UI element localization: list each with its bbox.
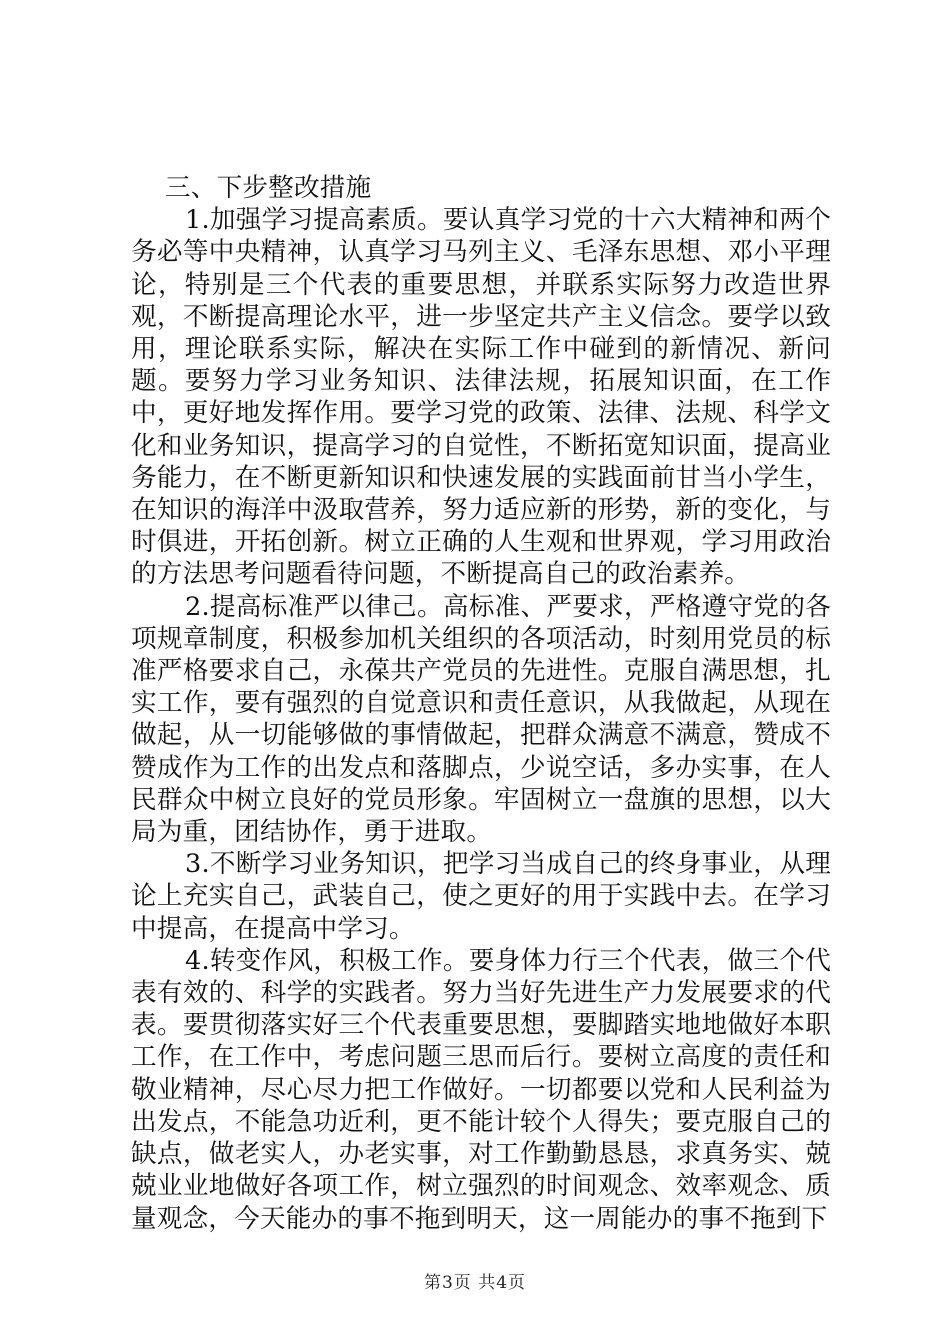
page-footer: 第3页 共4页 [423, 1273, 527, 1293]
section-heading: 三、下步整改措施 [165, 173, 372, 203]
document-body [131, 172, 831, 1235]
paragraph-4: 4.转变作风，积极工作。要身体力行三个代表，做三个代表有效的、科学的实践者。努力当好先进生产力发展要求的代表。要贯彻落实好三个代表重要思想，要脚踏实地地做好本职工作，在工作中，考虑问题三思而后行。要树立高度的责任和敬业精神，尽心尽力把工作做好。一切都要以党和人民利益为出发点，不能急功近利，更不能计较个人得失；要克服自己的缺点，做老实人，办老实事，对工作勤勤恳恳，求真务实、兢兢业业地做好各项工作，树立强烈的时间观念、效率观念、质量观念，今天能办的事不拖到明天，这一周能办的事不拖到下 [131, 945, 831, 1234]
paragraph-3: 3.不断学习业务知识，把学习当成自己的终身事业，从理论上充实自己，武装自己，使之更好的用于实践中去。在学习中提高，在提高中学习。 [131, 849, 831, 944]
paragraph-2: 2.提高标准严以律己。高标准、严要求，严格遵守党的各项规章制度，积极参加机关组织的各项活动，时刻用党员的标准严格要求自己，永葆共产党员的先进性。克服自满思想，扎实工作，要有强烈的自觉意识和责任意识，从我做起，从现在做起，从一切能够做的事情做起，把群众满意不满意，赞成不赞成作为工作的出发点和落脚点，少说空话，多办实事，在人民群众中树立良好的党员形象。牢固树立一盘旗的思想，以大局为重，团结协作，勇于进取。 [131, 591, 831, 848]
paragraph-1: 1.加强学习提高素质。要认真学习党的十六大精神和两个务必等中央精神，认真学习马列主义、毛泽东思想、邓小平理论，特别是三个代表的重要思想，并联系实际努力改造世界观，不断提高理论水平，进一步坚定共产主义信念。要学以致用，理论联系实际，解决在实际工作中碰到的新情况、新问题。要努力学习业务知识、法律法规，拓展知识面，在工作中，更好地发挥作用。要学习党的政策、法律、法规、科学文化和业务知识，提高学习的自觉性，不断拓宽知识面，提高业务能力，在不断更新知识和快速发展的实践面前甘当小学生，在知识的海洋中汲取营养，努力适应新的形势，新的变化，与时俱进，开拓创新。树立正确的人生观和世界观，学习用政治的方法思考问题看待问题，不断提高自己的政治素养。 [131, 205, 831, 590]
